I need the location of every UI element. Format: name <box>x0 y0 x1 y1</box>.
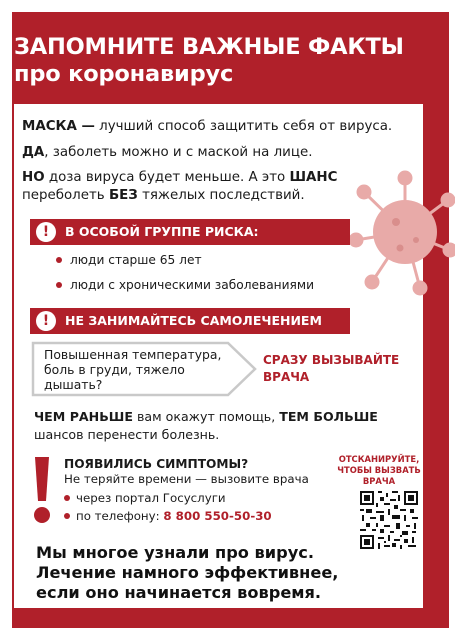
phone-label: по телефону: <box>76 509 164 523</box>
earlier-text-1: вам окажут помощь, <box>132 409 280 424</box>
scan-instruction <box>337 454 421 487</box>
exclamation-icon: ! <box>36 222 56 242</box>
symptoms-title: ПОЯВИЛИСЬ СИМПТОМЫ? <box>64 457 249 471</box>
closing-line-2: Лечение намного эффективнее, <box>36 563 339 582</box>
fact-mask-text: лучший способ защитить себя от вируса. <box>94 119 393 134</box>
poster-title <box>14 34 434 88</box>
call-doctor-line-1: СРАЗУ ВЫЗЫВАЙТЕ <box>263 353 400 367</box>
fact-yes-bold: ДА <box>22 145 45 160</box>
closing-message <box>36 543 338 603</box>
risk-group-banner <box>30 219 350 245</box>
earlier-line-2: шансов перенести болезнь. <box>34 427 220 442</box>
fact-yes-text: , заболеть можно и с маской на лице. <box>44 145 313 160</box>
title-line-1: ЗАПОМНИТЕ ВАЖНЫЕ ФАКТЫ <box>14 34 404 60</box>
earlier-bold-2: ТЕМ БОЛЬШЕ <box>279 409 378 424</box>
coronavirus-icon <box>350 170 455 300</box>
symptoms-arrow-box <box>30 340 260 398</box>
fact-mask-bold: МАСКА — <box>22 119 95 134</box>
fact-line4-a: переболеть <box>22 188 109 203</box>
call-doctor-text <box>263 352 399 386</box>
earlier-help <box>34 408 378 444</box>
scan-line-2: ЧТОБЫ ВЫЗВАТЬ <box>337 465 421 475</box>
fact-but-bold: НО <box>22 170 45 185</box>
risk-group-title: В ОСОБОЙ ГРУППЕ РИСКА: <box>65 224 259 239</box>
self-treatment-title: НЕ ЗАНИМАЙТЕСЬ САМОЛЕЧЕНИЕМ <box>65 313 322 328</box>
closing-line-1: Мы многое узнали про вирус. <box>36 543 315 562</box>
title-line-2: про коронавирус <box>14 61 234 87</box>
closing-line-3: если оно начинается вовремя. <box>36 583 322 602</box>
fact-line4-b: тяжелых последствий. <box>137 188 305 203</box>
earlier-bold-1: ЧЕМ РАНЬШЕ <box>34 409 133 424</box>
fact-yes <box>22 144 312 162</box>
gosuslugi-item: через портал Госуслуги <box>64 490 226 506</box>
self-treatment-banner <box>30 308 350 334</box>
fact-without-bold: БЕЗ <box>108 188 138 203</box>
fact-but-text: доза вируса будет меньше. А это <box>44 170 290 185</box>
scan-line-3: ВРАЧА <box>362 476 396 486</box>
phone-item <box>64 508 272 524</box>
call-doctor-line-2: ВРАЧА <box>263 370 310 384</box>
phone-number[interactable]: 8 800 550-50-30 <box>163 509 272 523</box>
big-exclamation-icon <box>32 455 52 525</box>
fact-but <box>22 169 337 205</box>
fact-chance-bold: ШАНС <box>289 170 338 185</box>
fact-mask <box>22 118 392 136</box>
qr-code[interactable] <box>360 491 418 549</box>
scan-line-1: ОТСКАНИРУЙТЕ, <box>338 454 420 464</box>
symptoms-question: Повышенная температура, боль в груди, тяжело дышать? <box>44 347 222 392</box>
symptoms-subtitle: Не теряйте времени — вызовите врача <box>64 472 309 486</box>
risk-item-1: люди старше 65 лет <box>56 252 202 268</box>
risk-item-2: люди с хроническими заболеваниями <box>56 277 314 293</box>
exclamation-icon: ! <box>36 311 56 331</box>
